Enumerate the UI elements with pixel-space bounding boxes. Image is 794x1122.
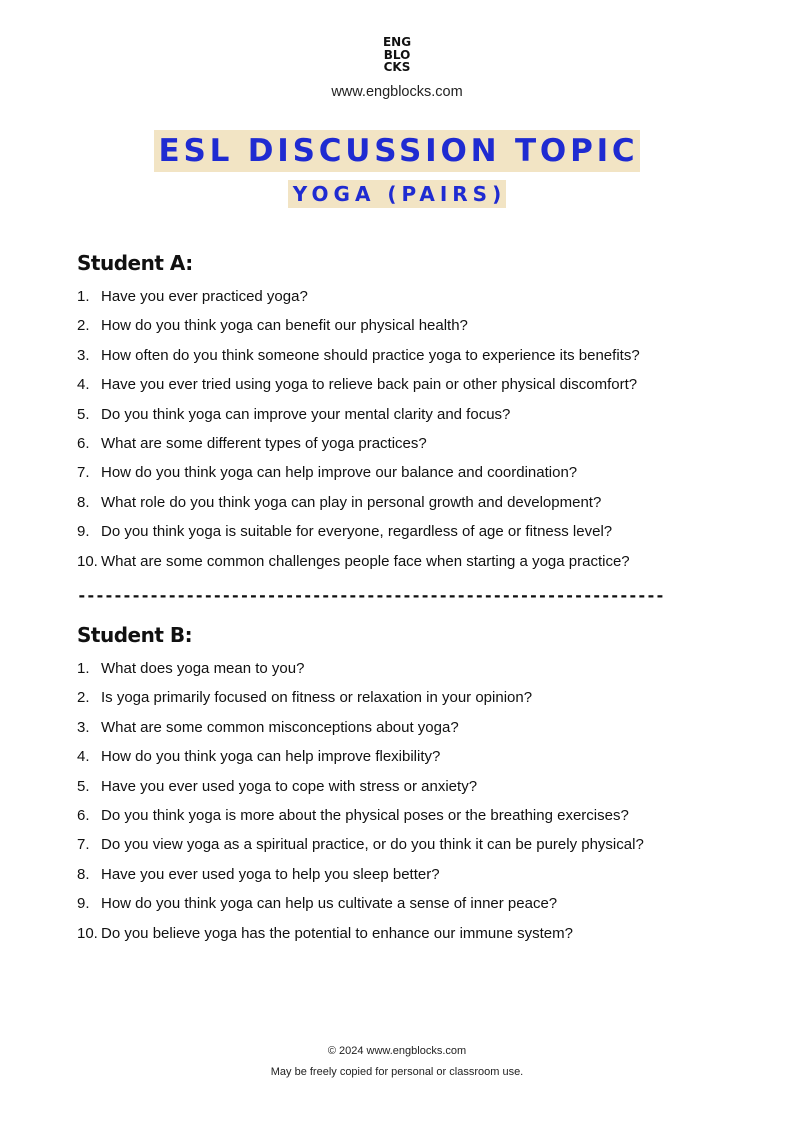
question-item xyxy=(77,865,717,894)
question-text: Is yoga primarily focused on fitness or relaxation in your opinion? xyxy=(101,689,533,707)
question-text: Have you ever tried using yoga to relieve back pain or other physical discomfort? xyxy=(101,376,638,394)
engblocks-logo xyxy=(0,36,794,74)
question-number: 7. xyxy=(77,464,90,482)
title-wrap xyxy=(0,130,794,172)
question-number: 1. xyxy=(77,288,90,305)
student-b-heading: Student B: xyxy=(77,623,193,647)
logo-line: CKS xyxy=(383,60,411,74)
student-a-heading: Student A: xyxy=(77,251,193,275)
question-text: What does yoga mean to you? xyxy=(101,660,305,677)
question-text: Have you ever used yoga to cope with stress or anxiety? xyxy=(101,777,478,795)
page-title: ESL DISCUSSION TOPIC xyxy=(154,130,641,172)
question-item xyxy=(77,806,717,835)
question-item xyxy=(77,718,717,747)
question-text: What role do you think yoga can play in personal growth and development? xyxy=(101,493,602,511)
question-number: 10. xyxy=(77,924,98,942)
section-divider: ----------------------------------------------------------------- xyxy=(77,586,665,605)
question-text: What are some common misconceptions about yoga? xyxy=(101,718,459,736)
footer-license: May be freely copied for personal or classroom use. xyxy=(270,1066,524,1078)
question-number: 6. xyxy=(77,434,90,452)
subtitle-wrap xyxy=(0,180,794,208)
question-text: Do you think yoga is suitable for everyone, regardless of age or fitness level? xyxy=(101,523,613,541)
question-text: What are some different types of yoga practices? xyxy=(101,434,427,452)
logo-line: BLO xyxy=(383,47,411,62)
question-number: 8. xyxy=(77,865,90,883)
question-text: Do you view yoga as a spiritual practice, or do you think it can be purely physical? xyxy=(101,836,644,854)
question-text: How often do you think someone should practice yoga to experience its benefits? xyxy=(101,346,640,364)
question-text: Do you believe yoga has the potential to enhance our immune system? xyxy=(101,924,573,942)
question-item xyxy=(77,777,717,806)
question-item xyxy=(77,287,717,316)
question-text: How do you think yoga can help improve flexibility? xyxy=(101,748,441,766)
question-number: 8. xyxy=(77,493,90,511)
question-item xyxy=(77,522,717,551)
question-item xyxy=(77,688,717,717)
question-number: 4. xyxy=(77,748,90,766)
question-item xyxy=(77,405,717,434)
question-item xyxy=(77,894,717,923)
footer-copyright: © 2024 www.engblocks.com xyxy=(327,1045,467,1057)
question-number: 3. xyxy=(77,718,90,736)
question-number: 9. xyxy=(77,523,90,541)
question-number: 6. xyxy=(77,806,90,824)
question-number: 2. xyxy=(77,317,90,335)
question-item xyxy=(77,924,717,953)
question-item xyxy=(77,493,717,522)
logo-line: ENG xyxy=(382,35,412,49)
question-item xyxy=(77,552,717,581)
question-item xyxy=(77,375,717,404)
question-item xyxy=(77,316,717,345)
question-text: Do you think yoga can improve your mental clarity and focus? xyxy=(101,405,511,423)
question-item xyxy=(77,463,717,492)
question-item xyxy=(77,835,717,864)
question-number: 3. xyxy=(77,346,90,364)
question-item xyxy=(77,747,717,776)
question-text: What are some common challenges people face when starting a yoga practice? xyxy=(101,552,630,570)
question-text: How do you think yoga can benefit our physical health? xyxy=(101,317,468,335)
question-item xyxy=(77,659,717,688)
question-text: How do you think yoga can help us cultivate a sense of inner peace? xyxy=(101,895,558,913)
question-number: 9. xyxy=(77,895,90,913)
question-number: 4. xyxy=(77,376,90,394)
question-text: Have you ever practiced yoga? xyxy=(101,288,308,305)
question-number: 5. xyxy=(77,405,90,423)
question-number: 2. xyxy=(77,689,90,707)
question-number: 1. xyxy=(77,660,90,677)
student-b-question-list xyxy=(77,659,717,953)
question-item xyxy=(77,434,717,463)
student-a-question-list xyxy=(77,287,717,581)
question-number: 5. xyxy=(77,777,90,795)
question-text: Have you ever used yoga to help you sleep better? xyxy=(101,865,440,883)
page-subtitle: YOGA (PAIRS) xyxy=(288,180,506,208)
question-item xyxy=(77,346,717,375)
question-number: 10. xyxy=(77,552,98,570)
question-text: Do you think yoga is more about the physical poses or the breathing exercises? xyxy=(101,806,629,824)
site-url: www.engblocks.com xyxy=(331,84,463,100)
question-number: 7. xyxy=(77,836,90,854)
question-text: How do you think yoga can help improve our balance and coordination? xyxy=(101,464,578,482)
